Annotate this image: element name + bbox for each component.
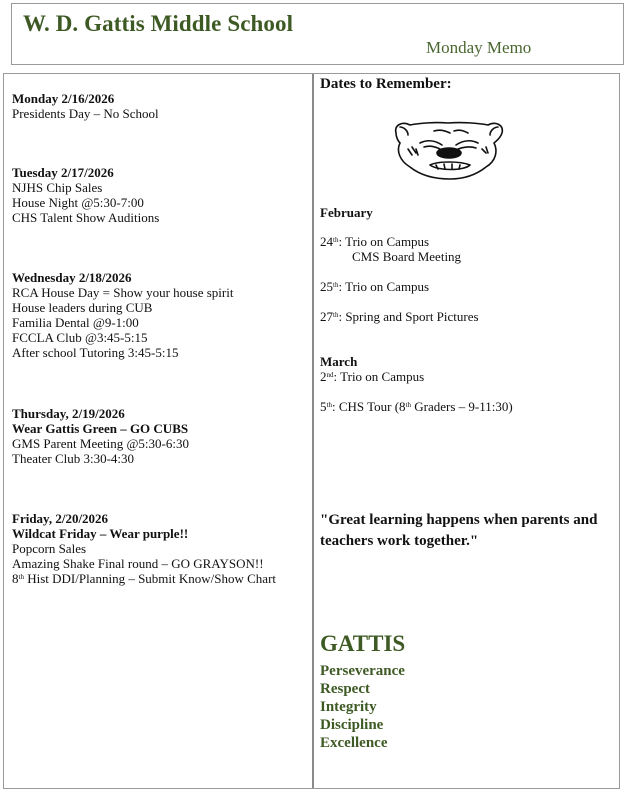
event-line: Popcorn Sales xyxy=(12,541,87,556)
value-item: Excellence xyxy=(320,735,388,751)
memo-subtitle: Monday Memo xyxy=(426,38,532,57)
event-line: FCCLA Club @3:45-5:15 xyxy=(12,330,148,345)
day-wednesday xyxy=(12,270,233,360)
values-title: GATTIS xyxy=(320,631,406,656)
day-friday xyxy=(12,511,276,586)
day-tuesday xyxy=(12,165,159,225)
value-item: Discipline xyxy=(320,717,384,733)
month-march: March xyxy=(320,354,358,369)
month-february: February xyxy=(320,205,373,220)
event-line: House Night @5:30-7:00 xyxy=(12,195,144,210)
day-heading: Thursday, 2/19/2026 xyxy=(12,406,125,421)
dates-title: Dates to Remember: xyxy=(320,76,452,92)
date-entry: 2nd: Trio on Campus xyxy=(320,369,425,384)
bear-cub-mascot-icon xyxy=(390,119,508,181)
day-monday xyxy=(12,91,159,121)
values-list xyxy=(320,662,405,752)
day-thursday xyxy=(12,406,189,466)
event-line: Presidents Day – No School xyxy=(12,106,159,121)
event-line: House leaders during CUB xyxy=(12,300,153,315)
event-line: NJHS Chip Sales xyxy=(12,180,103,195)
school-name: W. D. Gattis Middle School xyxy=(23,11,294,36)
event-line: 8th Hist DDI/Planning – Submit Know/Show Chart xyxy=(12,571,277,586)
event-line: After school Tutoring 3:45-5:15 xyxy=(12,345,179,360)
event-line: Theater Club 3:30-4:30 xyxy=(12,451,135,466)
event-line: GMS Parent Meeting @5:30-6:30 xyxy=(12,436,189,451)
date-entry: 27th: Spring and Sport Pictures xyxy=(320,309,479,324)
column-divider xyxy=(312,74,314,788)
day-heading: Friday, 2/20/2026 xyxy=(12,511,109,526)
event-line-highlight: Wear Gattis Green – GO CUBS xyxy=(12,421,189,436)
value-item: Respect xyxy=(320,681,370,697)
memo-table xyxy=(3,73,620,789)
parent-teacher-quote: "Great learning happens when parents and teachers work together." xyxy=(320,512,598,549)
date-entry: 5th: CHS Tour (8th Graders – 9-11:30) xyxy=(320,399,513,414)
date-entry: 25th: Trio on Campus xyxy=(320,279,430,294)
memo-header xyxy=(11,3,624,65)
date-entry-extra: CMS Board Meeting xyxy=(352,249,462,264)
value-item: Perseverance xyxy=(320,663,405,679)
day-heading: Tuesday 2/17/2026 xyxy=(12,165,114,180)
event-line: RCA House Day = Show your house spirit xyxy=(12,285,234,300)
value-item: Integrity xyxy=(320,699,377,715)
event-line-highlight: Wildcat Friday – Wear purple!! xyxy=(12,526,189,541)
date-entry: 24th: Trio on Campus xyxy=(320,234,430,249)
day-heading: Wednesday 2/18/2026 xyxy=(12,270,132,285)
day-heading: Monday 2/16/2026 xyxy=(12,91,115,106)
event-line: CHS Talent Show Auditions xyxy=(12,210,160,225)
event-line: Amazing Shake Final round – GO GRAYSON!! xyxy=(12,556,264,571)
event-line: Familia Dental @9-1:00 xyxy=(12,315,139,330)
